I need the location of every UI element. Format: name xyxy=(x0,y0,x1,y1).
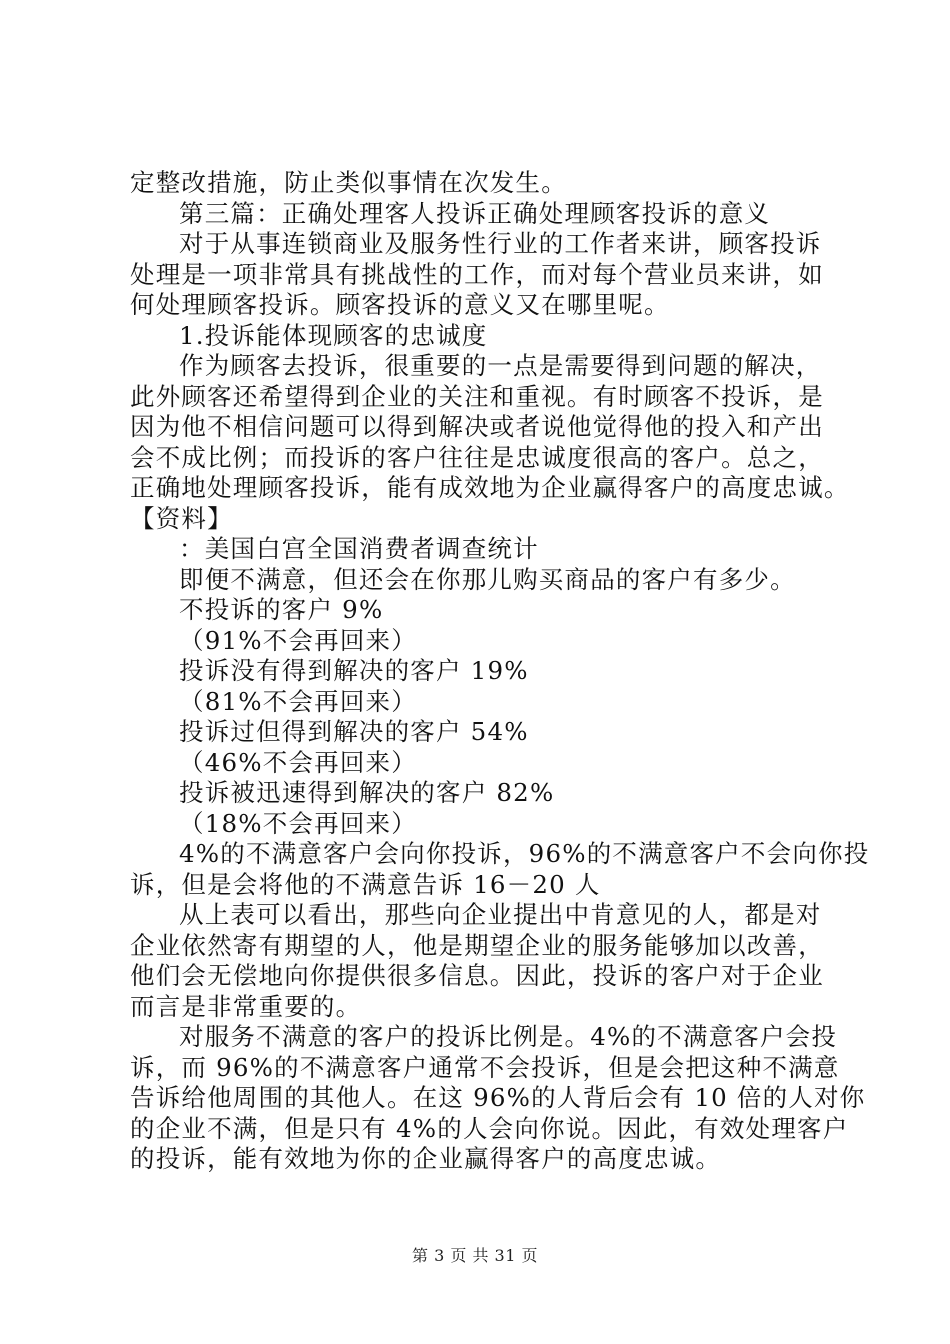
section-heading: 第三篇：正确处理客人投诉正确处理顾客投诉的意义 xyxy=(179,198,771,228)
text-line: 告诉给他周围的其他人。在这 96%的人背后会有 10 倍的人对你 xyxy=(130,1083,866,1112)
body-text xyxy=(130,168,870,1175)
stat-line: 投诉过但得到解决的客户 54% xyxy=(179,717,529,746)
stat-line: 投诉没有得到解决的客户 19% xyxy=(179,656,529,685)
text-line: 此外顾客还希望得到企业的关注和重视。有时顾客不投诉，是 xyxy=(130,381,824,411)
text-line: 对于从事连锁商业及服务性行业的工作者来讲，顾客投诉 xyxy=(179,229,822,258)
text-line: 4%的不满意客户会向你投诉，96%的不满意客户不会向你投 xyxy=(179,839,870,868)
text-line: 他们会无偿地向你提供很多信息。因此，投诉的客户对于企业 xyxy=(130,961,824,990)
stat-note: （46%不会再回来） xyxy=(179,747,417,777)
text-line: 而言是非常重要的。 xyxy=(130,991,362,1021)
text-line: 的投诉，能有效地为你的企业赢得客户的高度忠诚。 xyxy=(130,1144,722,1173)
stat-line: 不投诉的客户 9% xyxy=(179,595,384,624)
material-label: 【资料】 xyxy=(130,503,233,533)
text-line: 对服务不满意的客户的投诉比例是。4%的不满意客户会投 xyxy=(179,1022,838,1051)
stat-note: （81%不会再回来） xyxy=(179,686,417,716)
text-line: 会不成比例；而投诉的客户往往是忠诚度很高的客户。总之， xyxy=(130,442,824,472)
subheading: 1.投诉能体现顾客的忠诚度 xyxy=(179,320,488,350)
text-line: 的企业不满，但是只有 4%的人会向你说。因此，有效处理客户 xyxy=(130,1113,849,1143)
page-number: 第 3 页 共 31 页 xyxy=(412,1246,538,1265)
survey-source: ：美国白宫全国消费者调查统计 xyxy=(179,534,539,563)
text-line: 定整改措施，防止类似事情在次发生。 xyxy=(130,168,567,197)
text-line: 即便不满意，但还会在你那儿购买商品的客户有多少。 xyxy=(179,564,796,594)
text-line: 作为顾客去投诉，很重要的一点是需要得到问题的解决， xyxy=(179,351,822,380)
text-line: 诉，而 96%的不满意客户通常不会投诉，但是会把这种不满意 xyxy=(130,1052,840,1082)
text-line: 因为他不相信问题可以得到解决或者说他觉得他的投入和产出 xyxy=(130,412,824,441)
text-line: 何处理顾客投诉。顾客投诉的意义又在哪里呢。 xyxy=(130,290,670,319)
stat-note: （18%不会再回来） xyxy=(179,808,417,838)
text-line: 处理是一项非常具有挑战性的工作，而对每个营业员来讲，如 xyxy=(130,259,824,289)
text-line: 正确地处理顾客投诉，能有成效地为企业赢得客户的高度忠诚。 xyxy=(130,473,850,502)
text-line: 诉，但是会将他的不满意告诉 16－20 人 xyxy=(130,869,601,899)
stat-note: （91%不会再回来） xyxy=(179,625,417,655)
stat-line: 投诉被迅速得到解决的客户 82% xyxy=(179,778,555,807)
text-line: 从上表可以看出，那些向企业提出中肯意见的人，都是对 xyxy=(179,900,822,929)
text-line: 企业依然寄有期望的人，他是期望企业的服务能够加以改善， xyxy=(130,930,824,960)
